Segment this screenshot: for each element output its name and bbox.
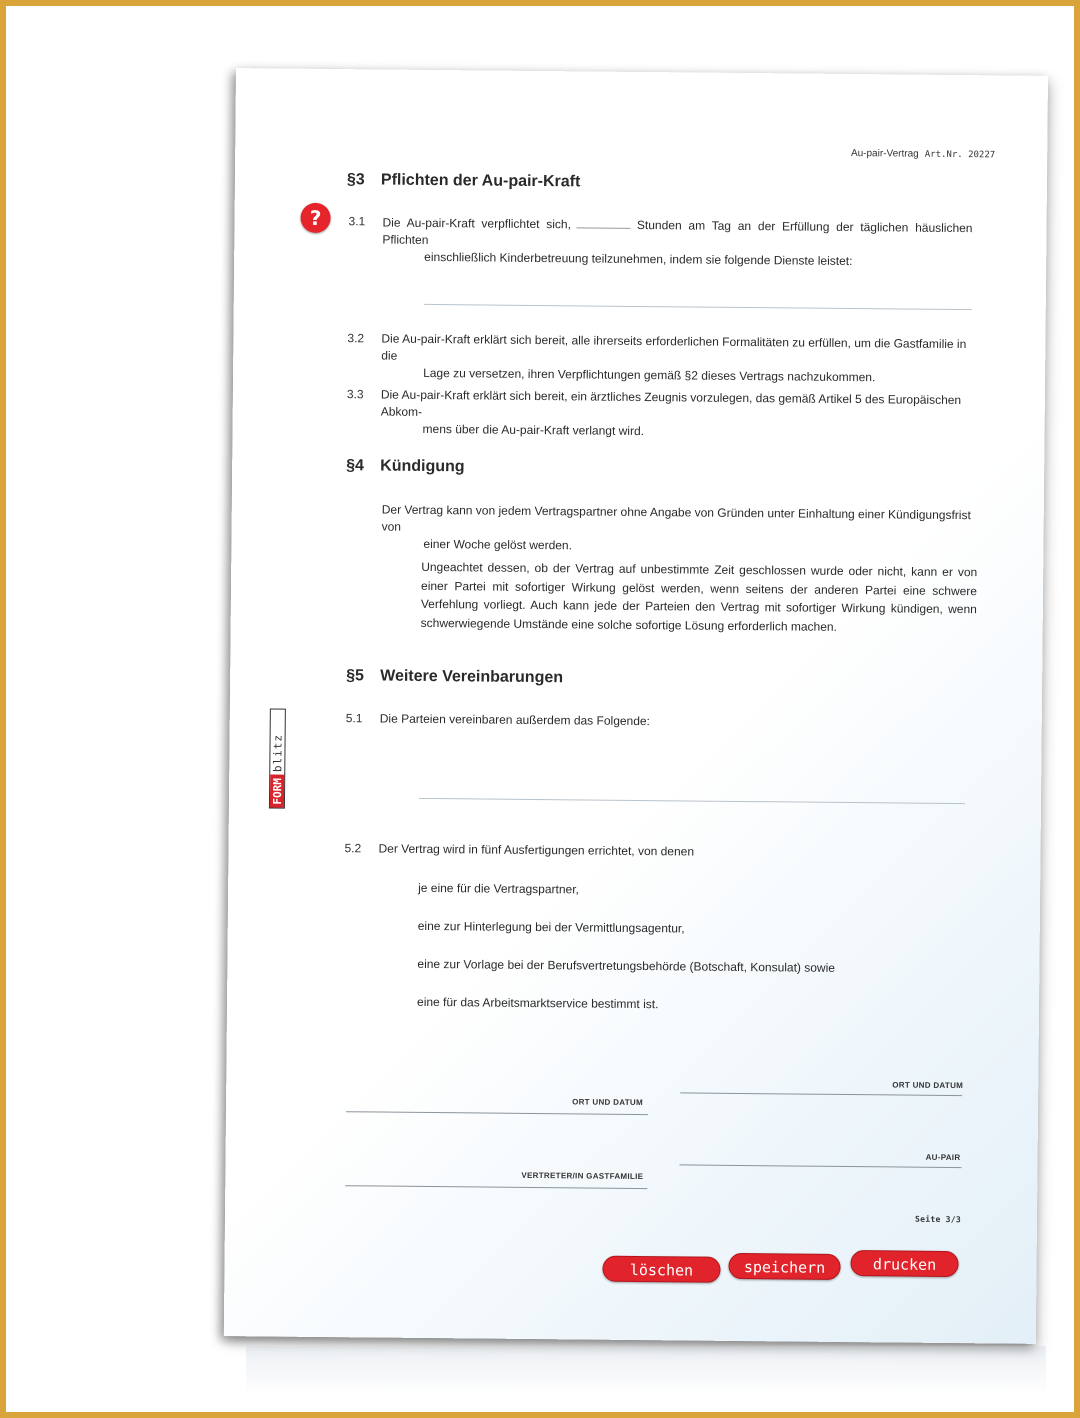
section-4-p1-line1: Der Vertrag kann von jedem Vertragspartner ohne Angabe von Gründen unter Einhaltung einer Kündigungsfrist von — [381, 502, 971, 534]
right-place-date-line[interactable] — [680, 1092, 962, 1096]
item-3-3-number: 3.3 — [346, 387, 364, 402]
section-5-number: §5 — [346, 667, 365, 685]
agreements-input-line[interactable] — [419, 798, 965, 804]
section-4-p1-line2: einer Woche gelöst werden. — [423, 536, 573, 553]
page-number: Seite 3/3 — [914, 1214, 962, 1225]
section-3-heading — [347, 171, 581, 191]
logo-form-text: FORM — [270, 775, 284, 808]
section-4-number: §4 — [346, 457, 365, 475]
section-5-heading — [346, 667, 563, 687]
copy-list-item-3: eine zur Vorlage bei der Berufsvertretungsbehörde (Botschaft, Konsulat) sowie — [417, 956, 836, 975]
section-4-heading — [346, 457, 465, 476]
copy-list-item-4: eine für das Arbeitsmarktservice bestimmt ist. — [416, 994, 659, 1012]
page-reflection — [246, 1346, 1046, 1396]
left-place-date-line[interactable] — [346, 1111, 648, 1115]
help-icon[interactable]: ? — [300, 203, 330, 233]
header-reference — [851, 148, 995, 160]
section-3-number: §3 — [346, 171, 365, 189]
item-3-1-text-b: Stunden am Tag an der Erfüllung der täglichen häuslichen Pflichten — [382, 217, 973, 247]
item-3-3-line1: Die Au-pair-Kraft erklärt sich bereit, ein ärztliches Zeugnis vorzulegen, das gemäß Artikel 5 des Europäischen Abkom- — [380, 387, 962, 419]
item-3-1-text-a: Die Au-pair-Kraft verpflichtet sich, — [382, 215, 572, 232]
item-3-2-number: 3.2 — [347, 331, 365, 346]
logo-blitz-text: blitz — [271, 733, 285, 773]
item-3-1-text-c: einschließlich Kinderbetreuung teilzunehmen, indem sie folgende Dienste leistet: — [424, 249, 853, 269]
section-4-title: Kündigung — [380, 457, 465, 476]
doc-title: Au-pair-Vertrag — [850, 148, 919, 160]
au-pair-signature-line[interactable] — [680, 1164, 962, 1168]
item-3-2-text — [381, 331, 981, 388]
item-3-2-line1: Die Au-pair-Kraft erklärt sich bereit, alle ihrerseits erforderlichen Formalitäten zu erfüllen, um die Gastfamilie in die — [381, 331, 967, 363]
item-3-3-line2: mens über die Au-pair-Kraft verlangt wird. — [422, 421, 645, 439]
left-place-date-label: ORT UND DATUM — [572, 1097, 644, 1108]
section-4-paragraph-1 — [381, 502, 981, 559]
save-button[interactable]: speichern — [728, 1253, 840, 1280]
copy-list-item-1: je eine für die Vertragspartner, — [418, 880, 579, 897]
delete-button[interactable]: löschen — [602, 1256, 720, 1283]
document-page — [224, 68, 1048, 1344]
host-family-label: VERTRETER/IN GASTFAMILIE — [521, 1170, 644, 1182]
right-place-date-label: ORT UND DATUM — [892, 1080, 964, 1091]
services-input-line[interactable] — [424, 304, 972, 310]
item-3-1-text — [382, 214, 972, 272]
au-pair-label: AU-PAIR — [925, 1152, 961, 1163]
copy-list-item-2: eine zur Hinterlegung bei der Vermittlungsagentur, — [417, 918, 685, 936]
hours-input[interactable] — [577, 215, 631, 229]
item-3-2-line2: Lage zu versetzen, ihren Verpflichtungen gemäß §2 dieses Vertrags nachzukommen. — [423, 365, 876, 385]
item-5-2-text: Der Vertrag wird in fünf Ausfertigungen errichtet, von denen — [378, 841, 695, 859]
item-3-1-number: 3.1 — [348, 214, 366, 229]
section-5-title: Weitere Vereinbarungen — [380, 667, 564, 687]
section-4-paragraph-2: Ungeachtet dessen, ob der Vertrag auf unbestimmte Zeit geschlossen wurde oder nicht, kann er von einer Partei mit sofortiger Wirkung gelöst werden, wenn seitens der anderen Partei eine schwere Verfehlung vorliegt. Auch kann jede der Parteien den Vertrag mit sofortiger Wirkung kündigen, wenn schwerwiegende Umstände eine solche sofortige Lösung erforderlich machen. — [420, 559, 978, 634]
item-5-1-number: 5.1 — [345, 711, 363, 726]
article-number: Art.Nr. 20227 — [924, 149, 996, 161]
print-button[interactable]: drucken — [850, 1250, 958, 1277]
item-5-2-number: 5.2 — [344, 841, 362, 856]
host-family-signature-line[interactable] — [345, 1185, 647, 1189]
item-5-1-text: Die Parteien vereinbaren außerdem das Folgende: — [379, 711, 651, 729]
section-3-title: Pflichten der Au-pair-Kraft — [380, 171, 581, 191]
item-3-3-text — [380, 387, 980, 444]
